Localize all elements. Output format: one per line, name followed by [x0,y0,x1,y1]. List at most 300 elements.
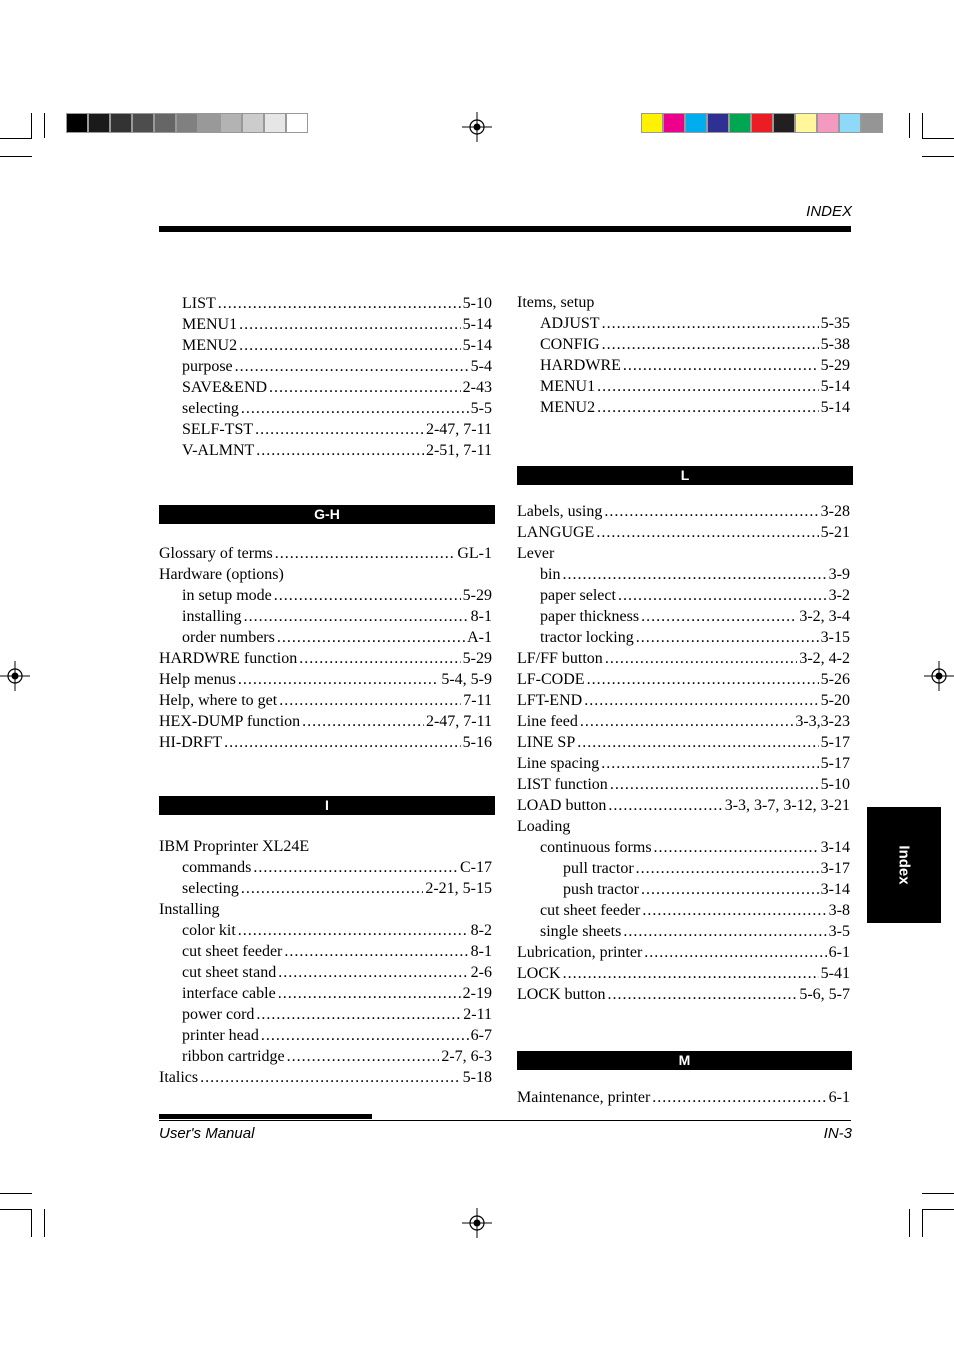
dot-leader [556,543,848,564]
page-ref: 2-43 [462,379,492,396]
index-entry [517,690,850,711]
index-entry [517,858,850,879]
index-entry [159,440,492,461]
page-ref [848,543,850,564]
index-term: installing [182,608,242,625]
dot-leader [269,377,461,398]
section-heading-l: L [517,466,853,485]
dot-leader [584,690,818,711]
crop-mark [0,138,32,139]
color-swatch [861,113,883,133]
page-ref: 3-9 [828,566,850,583]
dot-leader [644,942,826,963]
index-term: selecting [182,880,239,897]
index-term: continuous forms [540,839,652,856]
dot-leader [607,984,797,1005]
color-swatch [110,113,132,133]
page-ref: 5-14 [820,378,850,395]
page-ref: 2-51, 7-11 [425,442,492,459]
index-entry [517,816,850,837]
index-entry [159,627,492,648]
crop-mark [922,138,954,139]
page-ref: 5-5 [470,400,492,417]
index-entry [159,1004,492,1025]
dot-leader [256,440,424,461]
crop-mark [922,113,923,138]
dot-leader [284,941,468,962]
index-entry [159,690,492,711]
dot-leader [623,355,819,376]
index-entry [517,397,850,418]
page-ref: 5-14 [462,316,492,333]
index-term: LIST function [517,776,608,793]
index-entry [159,1046,492,1067]
index-term: Installing [159,901,220,918]
index-term: MENU2 [540,399,596,416]
page-ref: 5-29 [462,587,492,604]
color-swatch [795,113,817,133]
index-term: selecting [182,400,239,417]
dot-leader [200,1067,461,1088]
color-swatch [641,113,663,133]
dot-leader [221,899,490,920]
index-entry [517,753,850,774]
crop-mark [31,113,32,138]
color-swatch [132,113,154,133]
index-entry [159,314,492,335]
index-entry [517,837,850,858]
dot-leader [218,293,461,314]
page-ref: 6-1 [828,1089,850,1106]
page-ref: 3-3,3-23 [795,713,850,730]
dot-leader [241,878,423,899]
index-entry [517,795,850,816]
index-term: Help, where to get [159,692,278,709]
dot-leader [302,711,424,732]
page-ref: 8-1 [470,608,492,625]
color-swatch [220,113,242,133]
dot-leader [256,1004,461,1025]
page-ref: 6-7 [470,1027,492,1044]
section-heading-i: I [159,796,495,815]
index-entry [159,648,492,669]
page-ref: A-1 [467,629,492,646]
index-entry [517,606,850,627]
crop-mark [909,1209,910,1237]
page-ref: 5-18 [462,1069,492,1086]
page-ref: 5-4, 5-9 [441,671,492,688]
page-ref: 5-20 [820,692,850,709]
page-ref: 3-2, 3-4 [799,608,850,625]
page-ref: 3-14 [820,881,850,898]
dot-leader [277,627,465,648]
index-term: Line feed [517,713,578,730]
index-term: V-ALMNT [182,442,255,459]
dot-leader [608,795,722,816]
index-term: LINE SP [517,734,576,751]
index-entry [517,963,850,984]
color-swatch [773,113,795,133]
index-term: MENU1 [182,316,238,333]
page-ref: 2-11 [463,1006,492,1023]
index-entry [517,585,850,606]
registration-mark-icon [924,661,954,691]
index-term: printer head [182,1027,259,1044]
index-entry [159,1025,492,1046]
index-term: LF/FF button [517,650,603,667]
page-ref: 5-16 [462,734,492,751]
dot-leader [241,398,469,419]
index-entry [159,857,492,878]
dot-leader [605,648,798,669]
index-term: paper thickness [540,608,640,625]
index-term: pull tractor [563,860,634,877]
page-ref: 3-17 [820,860,850,877]
crop-mark [44,1209,45,1237]
dot-leader [255,419,424,440]
dot-leader [601,753,818,774]
index-entry [517,669,850,690]
index-term: purpose [182,358,233,375]
index-term: HI-DRFT [159,734,223,751]
index-term: LIST [182,295,216,312]
dot-leader [597,397,819,418]
crop-mark [922,156,954,157]
dot-leader [654,837,819,858]
index-term: order numbers [182,629,275,646]
page-ref: 5-41 [820,965,850,982]
index-entry [517,334,850,355]
dot-leader [623,921,826,942]
page-ref: 3-2 [828,587,850,604]
page-ref [848,292,850,313]
page-ref: 5-10 [462,295,492,312]
index-term: LOCK button [517,986,606,1003]
index-term: SAVE&END [182,379,268,396]
crop-mark [0,1209,32,1210]
index-term: Items, setup [517,294,595,311]
footer-manual-title: User's Manual [159,1125,255,1142]
index-term: HEX-DUMP function [159,713,301,730]
dot-leader [618,585,827,606]
index-term: single sheets [540,923,622,940]
index-entry [517,501,850,522]
registration-mark-icon [462,1208,492,1238]
index-term: Maintenance, printer [517,1089,651,1106]
dot-leader [636,858,819,879]
page-ref: 5-29 [820,357,850,374]
dot-leader [563,963,819,984]
page-ref: 5-4 [470,358,492,375]
index-entry [159,356,492,377]
page-ref: 8-1 [470,943,492,960]
index-entry [159,398,492,419]
color-swatch [154,113,176,133]
index-term: tractor locking [540,629,634,646]
dot-leader [235,356,469,377]
index-entry [159,836,492,857]
page-ref: 3-2, 4-2 [799,650,850,667]
index-term: in setup mode [182,587,272,604]
running-header: INDEX [806,203,852,220]
index-entry [159,377,492,398]
index-entry [159,920,492,941]
dot-leader [572,816,848,837]
registration-mark-icon [0,661,30,691]
index-term: IBM Proprinter XL24E [159,838,310,855]
page-ref: 3-28 [820,503,850,520]
index-entry [159,293,492,314]
index-term: MENU1 [540,378,596,395]
color-swatch [685,113,707,133]
page-ref: 5-17 [820,755,850,772]
crop-mark [922,1193,954,1194]
page-ref: 5-26 [820,671,850,688]
index-entry [517,564,850,585]
dot-leader [278,983,461,1004]
index-term: Loading [517,818,571,835]
page-ref [848,816,850,837]
index-entry [517,921,850,942]
page-ref: 2-21, 5-15 [425,880,492,897]
color-swatch [751,113,773,133]
index-term: Labels, using [517,503,603,520]
color-swatch [176,113,198,133]
dot-leader [580,711,793,732]
index-term: cut sheet stand [182,964,277,981]
index-entry [517,879,850,900]
left-column [159,293,492,461]
color-swatch [729,113,751,133]
index-entry [159,669,492,690]
dot-leader [652,1087,826,1108]
dot-leader [238,669,439,690]
registration-mark-icon [462,112,492,142]
page-ref: C-17 [460,859,492,876]
page-ref: 5-21 [820,524,850,541]
page-ref [490,899,492,920]
index-entry [159,335,492,356]
color-swatch [839,113,861,133]
index-entry [517,942,850,963]
color-swatch [242,113,264,133]
dot-leader [577,732,818,753]
dot-leader [286,564,490,585]
dot-leader [642,900,826,921]
index-term: MENU2 [182,337,238,354]
color-swatch [264,113,286,133]
page-ref: 7-11 [463,692,492,709]
index-term: ribbon cartridge [182,1048,285,1065]
index-entry [159,962,492,983]
index-entry [159,543,492,564]
index-entry [159,585,492,606]
dot-leader [602,334,819,355]
index-entry [517,292,850,313]
index-term: Hardware (options) [159,566,284,583]
index-term: cut sheet feeder [182,943,283,960]
index-entry [517,648,850,669]
index-entry [517,313,850,334]
crop-mark [0,156,32,157]
dot-leader [299,648,460,669]
dot-leader [287,1046,440,1067]
index-tab [867,807,941,923]
index-entry [159,983,492,1004]
dot-leader [610,774,819,795]
page-ref: 5-29 [462,650,492,667]
color-swatch [66,113,88,133]
index-term: paper select [540,587,616,604]
page-ref [490,564,492,585]
index-term: LOCK [517,965,561,982]
dot-leader [562,564,826,585]
index-entry [159,606,492,627]
footer-rule-thick [159,1114,372,1119]
index-entry [159,732,492,753]
index-term: ADJUST [540,315,600,332]
index-entry [517,732,850,753]
index-section-gh [159,543,492,753]
dot-leader [275,543,456,564]
index-term: commands [182,859,252,876]
page-ref: 2-19 [462,985,492,1002]
dot-leader [311,836,490,857]
page-ref: 2-6 [470,964,492,981]
index-term: push tractor [563,881,639,898]
index-term: Line spacing [517,755,600,772]
dot-leader [641,606,797,627]
dot-leader [239,335,461,356]
color-swatch [707,113,729,133]
crop-mark [909,113,910,138]
index-entry [159,711,492,732]
footer-rule-thin [159,1120,851,1121]
section-heading-gh: G-H [159,505,495,524]
index-entries [159,293,492,461]
index-term: LANGUGE [517,524,595,541]
index-section-i [159,836,492,1088]
index-entry [517,355,850,376]
index-entry [517,627,850,648]
index-entry [159,1067,492,1088]
index-term: LF-CODE [517,671,585,688]
dot-leader [253,857,458,878]
gray-scale-bar [66,113,308,133]
dot-leader [244,606,469,627]
index-term: LOAD button [517,797,607,814]
section-heading-m: M [517,1051,852,1070]
index-term: LFT-END [517,692,583,709]
dot-leader [239,314,461,335]
color-bar [641,113,883,133]
index-term: SELF-TST [182,421,254,438]
page-ref: 3-15 [820,629,850,646]
page-ref: 2-47, 7-11 [425,713,492,730]
index-term: bin [540,566,561,583]
index-tab-label: Index [895,845,913,885]
color-swatch [198,113,220,133]
page-ref: 5-17 [820,734,850,751]
index-term: Italics [159,1069,199,1086]
index-entry [517,774,850,795]
page-ref: 3-14 [820,839,850,856]
crop-mark [31,1209,32,1237]
page-ref: 3-8 [828,902,850,919]
dot-leader [636,627,819,648]
index-term: power cord [182,1006,255,1023]
crop-mark [922,1209,923,1237]
index-term: HARDWRE [540,357,621,374]
index-term: Glossary of terms [159,545,273,562]
index-term: Lubrication, printer [517,944,643,961]
dot-leader [278,962,468,983]
page-ref: 6-1 [828,944,850,961]
index-entry [517,543,850,564]
color-swatch [88,113,110,133]
dot-leader [597,376,819,397]
dot-leader [604,501,818,522]
index-entry [517,1087,850,1108]
index-entry [159,564,492,585]
page-ref: GL-1 [457,545,492,562]
index-term: HARDWRE function [159,650,298,667]
page-ref: 2-47, 7-11 [425,421,492,438]
crop-mark [0,1193,32,1194]
page-ref: 5-14 [820,399,850,416]
index-entry [159,878,492,899]
index-entry [159,899,492,920]
color-swatch [663,113,685,133]
index-entry [159,419,492,440]
index-entry [517,522,850,543]
dot-leader [596,292,848,313]
footer-page-number: IN-3 [823,1125,852,1142]
dot-leader [224,732,461,753]
index-term: cut sheet feeder [540,902,641,919]
page-ref: 5-35 [820,315,850,332]
page-ref: 2-7, 6-3 [441,1048,492,1065]
index-section-m [517,1087,850,1108]
page-ref: 3-3, 3-7, 3-12, 3-21 [724,797,850,814]
index-term: Lever [517,545,555,562]
color-swatch [817,113,839,133]
page-ref: 8-2 [470,922,492,939]
dot-leader [274,585,461,606]
page-ref [490,836,492,857]
dot-leader [279,690,461,711]
index-section-l [517,501,850,1005]
page-ref: 5-14 [462,337,492,354]
index-term: interface cable [182,985,276,1002]
dot-leader [261,1025,469,1046]
page-ref: 5-38 [820,336,850,353]
page-ref: 5-6, 5-7 [799,986,850,1003]
color-swatch [286,113,308,133]
crop-mark [922,1209,954,1210]
index-entry [159,941,492,962]
index-entry [517,900,850,921]
index-entry [517,984,850,1005]
index-entry [517,376,850,397]
dot-leader [602,313,819,334]
right-column [517,292,850,418]
dot-leader [596,522,818,543]
header-rule [159,226,851,232]
index-term: CONFIG [540,336,600,353]
index-term: Help menus [159,671,236,688]
dot-leader [587,669,819,690]
